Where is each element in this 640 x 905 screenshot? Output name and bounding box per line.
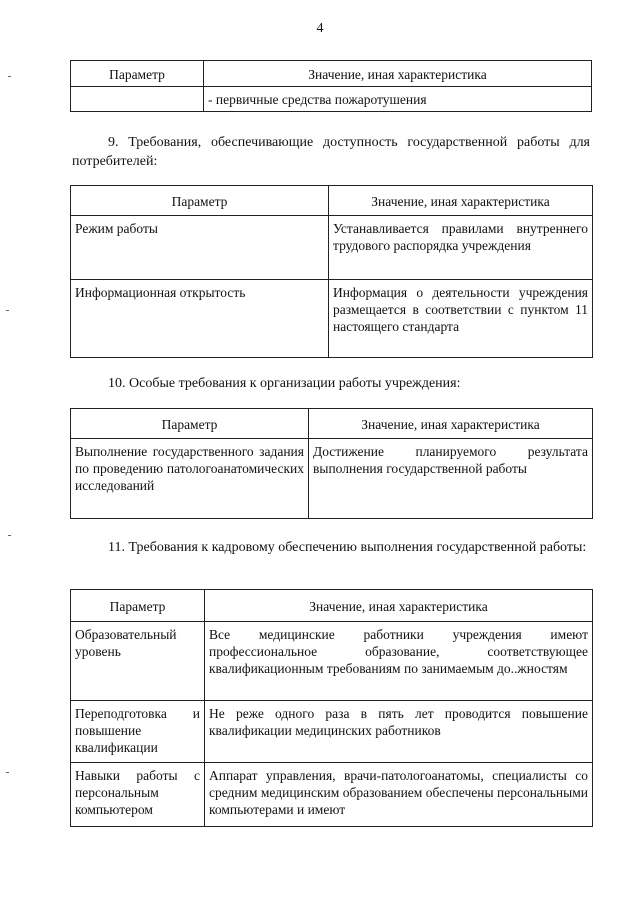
parameter-cell: Информационная открытость bbox=[71, 280, 329, 358]
scan-mark bbox=[8, 76, 11, 77]
section-9-heading bbox=[72, 133, 590, 171]
section-9-table bbox=[70, 185, 593, 358]
column-header-value: Значение, иная характеристика bbox=[204, 61, 592, 87]
section-11-heading bbox=[72, 538, 590, 557]
section-11-table bbox=[70, 589, 593, 827]
column-header-parameter: Параметр bbox=[71, 61, 204, 87]
column-header-parameter: Параметр bbox=[71, 186, 329, 216]
column-header-value: Значение, иная характеристика bbox=[205, 590, 593, 622]
page-number: 4 bbox=[316, 21, 324, 36]
scan-mark bbox=[6, 772, 9, 773]
parameter-cell: Образовательный уровень bbox=[71, 622, 205, 701]
table-header-row bbox=[71, 590, 593, 622]
column-header-parameter: Параметр bbox=[71, 409, 309, 439]
value-cell: Достижение планируемого результата выполнения государственной работы bbox=[309, 439, 593, 519]
scan-mark bbox=[6, 310, 9, 311]
table-row bbox=[71, 87, 592, 112]
value-cell: Все медицинские работники учреждения имеют профессиональное образование, соответствующее квалификационным требованиям по занимаемым до..жностям bbox=[205, 622, 593, 701]
value-cell: - первичные средства пожаротушения bbox=[204, 87, 592, 112]
section-10-heading-text: 10. Особые требования к организации работы учреждения: bbox=[108, 376, 461, 391]
table-row bbox=[71, 216, 593, 280]
table-row bbox=[71, 622, 593, 701]
table-header-row bbox=[71, 186, 593, 216]
parameter-cell bbox=[71, 87, 204, 112]
parameter-cell: Выполнение государственного задания по проведению патологоанатомических исследований bbox=[71, 439, 309, 519]
table-row bbox=[71, 280, 593, 358]
parameter-cell: Режим работы bbox=[71, 216, 329, 280]
parameter-cell: Навыки работы с персональным компьютером bbox=[71, 763, 205, 827]
continuation-table bbox=[70, 60, 592, 112]
parameter-cell: Переподготовка и повышение квалификации bbox=[71, 701, 205, 763]
column-header-parameter: Параметр bbox=[71, 590, 205, 622]
scan-mark bbox=[8, 535, 11, 536]
section-10-table bbox=[70, 408, 593, 519]
section-10-heading bbox=[72, 374, 590, 393]
section-11-heading-text: 11. Требования к кадровому обеспечению выполнения государственной работы: bbox=[108, 540, 587, 555]
section-9-heading-text: 9. Требования, обеспечивающие доступность государственной работы для потребителей: bbox=[72, 135, 590, 169]
value-cell: Информация о деятельности учреждения размещается в соответствии с пунктом 11 настоящего стандарта bbox=[329, 280, 593, 358]
value-cell: Аппарат управления, врачи-патологоанатомы, специалисты со средним медицинским образованием обеспечены персональными компьютерами и имеют bbox=[205, 763, 593, 827]
table-row bbox=[71, 701, 593, 763]
column-header-value: Значение, иная характеристика bbox=[309, 409, 593, 439]
value-cell: Не реже одного раза в пять лет проводится повышение квалификации медицинских работников bbox=[205, 701, 593, 763]
column-header-value: Значение, иная характеристика bbox=[329, 186, 593, 216]
value-cell: Устанавливается правилами внутреннего трудового распорядка учреждения bbox=[329, 216, 593, 280]
table-header-row bbox=[71, 409, 593, 439]
table-row bbox=[71, 439, 593, 519]
table-header-row bbox=[71, 61, 592, 87]
table-row bbox=[71, 763, 593, 827]
